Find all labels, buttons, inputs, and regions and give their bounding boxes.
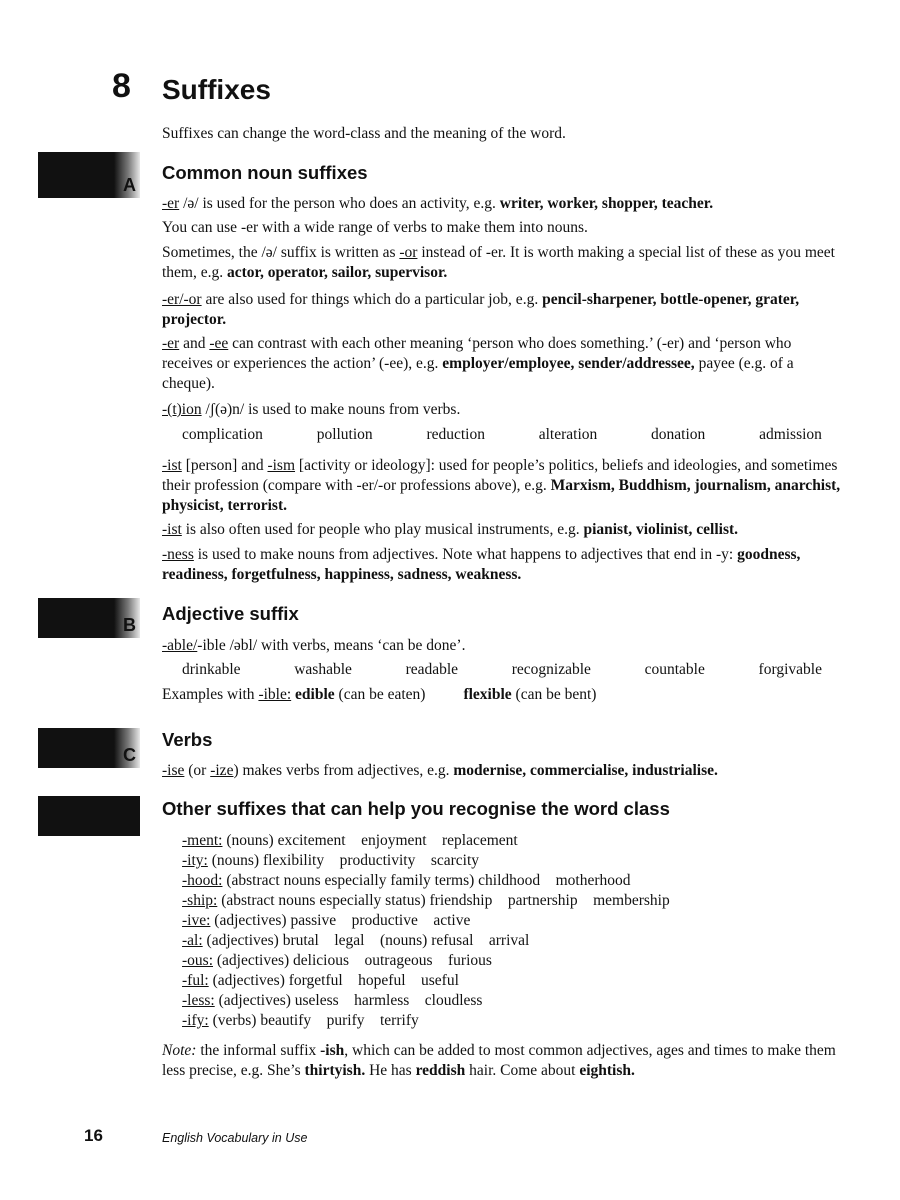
list-item-text: (abstract nouns especially status) friendship partnership membership (217, 892, 670, 909)
word-item: reduction (426, 426, 485, 443)
para-text: (or (184, 762, 211, 779)
para-text: is also often used for people who play musical instruments, e.g. (181, 521, 584, 538)
word-item: recognizable (511, 661, 591, 678)
list-item (182, 831, 518, 851)
para-er-ee (162, 334, 842, 394)
para-text: and (179, 335, 210, 352)
list-item-text: (adjectives) passive productive active (210, 912, 471, 929)
para-ist-ism (162, 456, 842, 516)
word-item: pollution (316, 426, 373, 443)
section-d-marker (38, 796, 140, 836)
suffix-ible: -ible: (258, 686, 292, 703)
para-ness (162, 545, 842, 585)
examples: edible (291, 686, 335, 703)
word-item: alteration (538, 426, 598, 443)
list-item (182, 931, 529, 951)
section-a-letter: A (123, 175, 136, 195)
para-text: ) makes verbs from adjectives, e.g. (233, 762, 454, 779)
para-text: He has (365, 1062, 416, 1079)
suffix-er-or: -er/-or (162, 291, 202, 308)
suffix-label: -less: (182, 992, 215, 1009)
suffix-tion: -(t)ion (162, 401, 202, 418)
examples: reddish (415, 1062, 466, 1079)
word-item: donation (651, 426, 706, 443)
para-text: can contrast with each other meaning ‘person who does something.’ (-er) and ‘person who receives or experiences the action’ (-ee), e.g. (162, 335, 792, 372)
para-text: (can be bent) (511, 686, 597, 703)
para-able (162, 636, 842, 656)
suffix-ness: -ness (162, 546, 194, 563)
section-d-title: Other suffixes that can help you recognise the word class (162, 798, 670, 819)
examples: pencil-sharpener, bottle-opener, grater, projector. (162, 291, 800, 328)
suffix-er: -er (162, 195, 180, 212)
word-item: complication (182, 426, 263, 443)
word-item: drinkable (182, 661, 241, 678)
list-item (182, 1011, 419, 1031)
para-text: /ʃ(ə)n/ is used to make nouns from verbs. (201, 401, 461, 418)
list-item (182, 971, 459, 991)
chapter-title: Suffixes (162, 74, 271, 105)
list-item-text: (adjectives) brutal legal (nouns) refusal arrival (202, 932, 530, 949)
word-item: countable (644, 661, 705, 678)
para-er-or-things (162, 290, 842, 330)
suffix-label: -ful: (182, 972, 209, 989)
list-item-text: (adjectives) useless harmless cloudless (214, 992, 483, 1009)
suffix-er: -er (162, 335, 180, 352)
section-c-letter: C (123, 745, 136, 765)
word-item: forgivable (758, 661, 822, 678)
para-text: -ible /əbl/ with verbs, means ‘can be done’. (197, 637, 466, 654)
para-text: instead of -er. It is worth making a special list of these as you meet them, e.g. (162, 244, 835, 281)
section-a-marker (38, 152, 140, 198)
para-er-verbs: You can use -er with a wide range of verbs to make them into nouns. (162, 219, 588, 236)
suffix-ist: -ist (162, 457, 182, 474)
para-text: Sometimes, the /ə/ suffix is written as (162, 244, 400, 261)
note-paragraph (162, 1041, 842, 1081)
suffix-label: -ity: (182, 852, 208, 869)
para-ist-music (162, 520, 842, 540)
examples: modernise, commercialise, industrialise. (453, 762, 718, 779)
section-b-marker (38, 598, 140, 638)
list-item (182, 891, 670, 911)
para-text: [person] and (181, 457, 268, 474)
para-text: hair. Come about (465, 1062, 580, 1079)
para-text: Examples with (162, 686, 259, 703)
page-number: 16 (84, 1126, 103, 1145)
suffix-label: -ment: (182, 832, 223, 849)
suffix-ish: -ish (320, 1042, 345, 1059)
examples: eightish. (579, 1062, 635, 1079)
book-title: English Vocabulary in Use (162, 1131, 308, 1145)
note-label: Note: (162, 1042, 197, 1059)
examples: pianist, violinist, cellist. (583, 521, 739, 538)
suffix-label: -ship: (182, 892, 218, 909)
examples: goodness, readiness, forgetfulness, happiness, sadness, weakness. (162, 546, 801, 583)
para-text: [activity or ideology]: used for people’s politics, beliefs and ideologies, and sometimes their profession (compare with -er/-or professions above), e.g. (162, 457, 838, 494)
word-item: washable (294, 661, 352, 678)
section-c-marker (38, 728, 140, 768)
list-item (182, 991, 482, 1011)
para-text: /ə/ is used for the person who does an activity, e.g. (179, 195, 500, 212)
suffix-able: -able/ (162, 637, 198, 654)
list-item-text: (nouns) excitement enjoyment replacement (222, 832, 518, 849)
section-a-title: Common noun suffixes (162, 162, 368, 183)
para-text: are also used for things which do a particular job, e.g. (201, 291, 543, 308)
para-tion (162, 400, 842, 420)
suffix-label: -ify: (182, 1012, 209, 1029)
section-b-title: Adjective suffix (162, 603, 299, 624)
list-item-text: (nouns) flexibility productivity scarcity (207, 852, 480, 869)
suffix-ize: -ize (210, 762, 234, 779)
suffix-or: -or (399, 244, 418, 261)
para-text: the informal suffix (196, 1042, 321, 1059)
para-or (162, 243, 842, 283)
suffix-ee: -ee (209, 335, 229, 352)
list-item-text: (verbs) beautify purify terrify (208, 1012, 419, 1029)
suffix-label: -al: (182, 932, 203, 949)
chapter-intro: Suffixes can change the word-class and the meaning of the word. (162, 125, 566, 142)
suffix-label: -hood: (182, 872, 223, 889)
examples: thirtyish. (304, 1062, 366, 1079)
word-item: admission (759, 426, 822, 443)
suffix-label: -ous: (182, 952, 213, 969)
chapter-number: 8 (112, 67, 131, 105)
examples: actor, operator, sailor, supervisor. (227, 264, 448, 281)
para-ise (162, 761, 842, 781)
suffix-ism: -ism (267, 457, 296, 474)
suffix-ise: -ise (162, 762, 185, 779)
able-word-list (182, 660, 822, 680)
list-item (182, 871, 631, 891)
suffix-ist: -ist (162, 521, 182, 538)
list-item-text: (adjectives) delicious outrageous furious (213, 952, 492, 969)
para-er (162, 194, 842, 214)
section-c-title: Verbs (162, 729, 213, 750)
tion-word-list (182, 425, 822, 445)
para-text: payee (e.g. of a cheque). (162, 355, 794, 392)
examples: writer, worker, shopper, teacher. (499, 195, 714, 212)
list-item (182, 851, 479, 871)
list-item (182, 951, 492, 971)
section-b-letter: B (123, 615, 136, 635)
para-ible-examples (162, 685, 842, 705)
suffix-label: -ive: (182, 912, 211, 929)
examples: flexible (463, 686, 512, 703)
examples: Marxism, Buddhism, journalism, anarchist, physicist, terrorist. (162, 477, 841, 514)
list-item (182, 911, 470, 931)
examples: employer/employee, sender/addressee, (442, 355, 695, 372)
list-item-text: (abstract nouns especially family terms) childhood motherhood (222, 872, 631, 889)
para-text: is used to make nouns from adjectives. Note what happens to adjectives that end in -y: (193, 546, 738, 563)
list-item-text: (adjectives) forgetful hopeful useful (208, 972, 459, 989)
para-text: , which can be added to most common adjectives, ages and times to make them less precise, e.g. She’s (162, 1042, 836, 1079)
word-item: readable (405, 661, 459, 678)
para-text: (can be eaten) (334, 686, 426, 703)
